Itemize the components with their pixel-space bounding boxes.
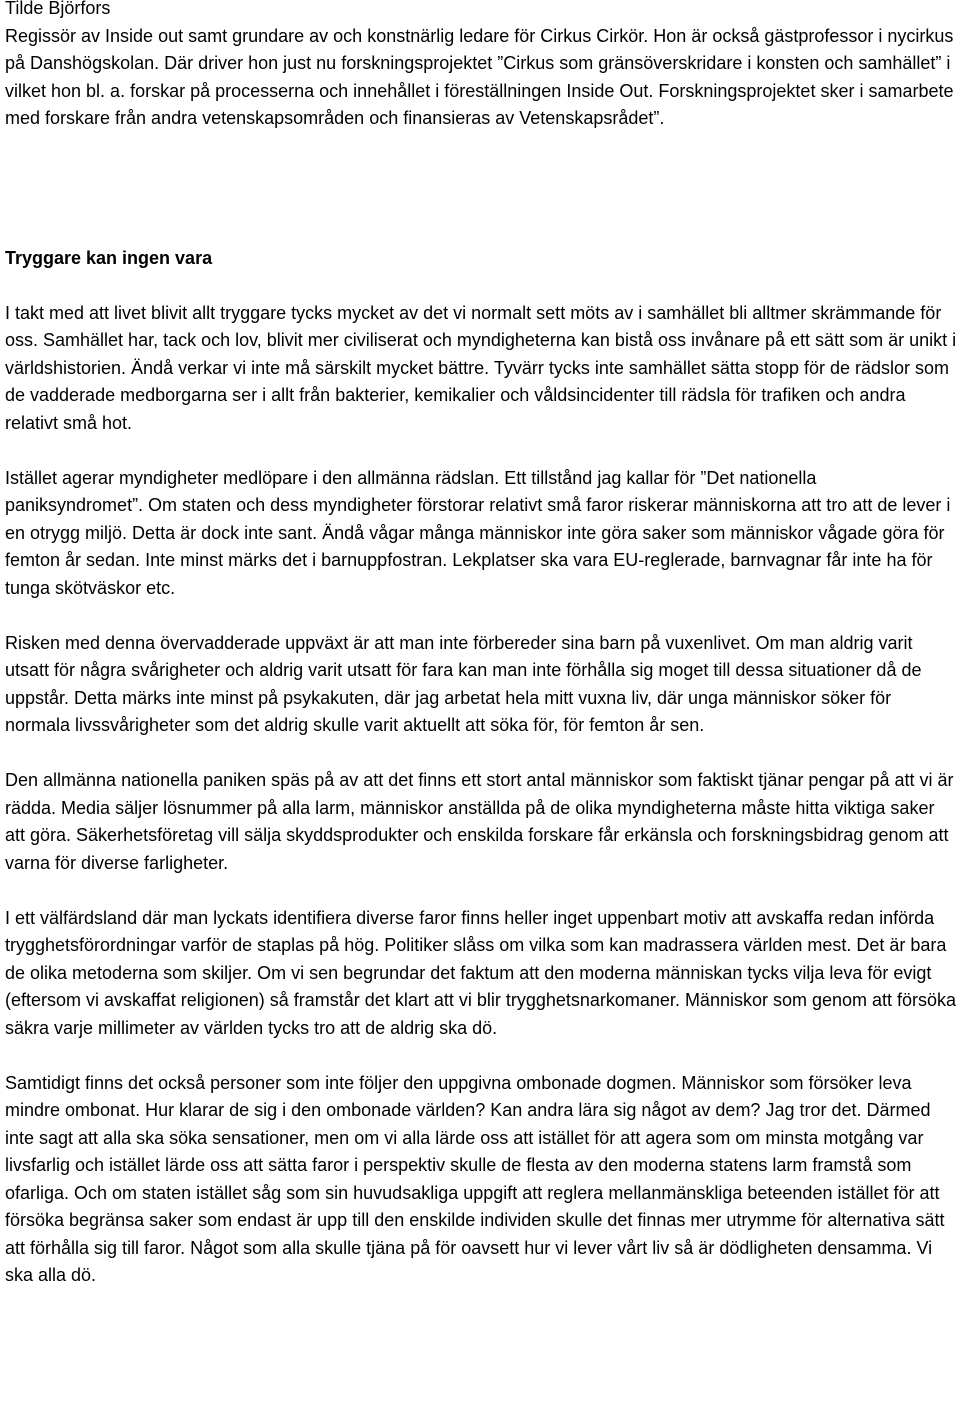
paragraph-3: Risken med denna övervadderade uppväxt är att man inte förbereder sina barn på vuxenlivet. Om man aldrig varit utsatt för några svårigheter och aldrig varit utsatt för fara kan man inte förhålla sig moget till dessa situationer då de uppstår. Detta märks inte minst på psykakuten, där jag arbetat hela mitt vuxna liv, där unga människor söker för normala livssvårigheter som det aldrig skulle varit aktuellt att söka för, för femton år sen.	[5, 632, 922, 735]
document-page	[5, 0, 957, 1290]
author-name: Tilde Björfors	[5, 0, 111, 18]
paragraph-1: I takt med att livet blivit allt tryggare tycks mycket av det vi normalt sett möts av i samhället bli alltmer skrämmande för oss. Samhället har, tack och lov, blivit mer civiliserat och myndigheterna kan bistå oss invånare på ett sätt som är unikt i världshistorien. Ändå verkar vi inte må särskilt mycket bättre. Tyvärr tycks inte samhället sätta stopp för de rädslor som de vadderade medborgarna ser i allt från bakterier, kemikalier och våldsincidenter till rädsla för trafiken och andra relativt små hot.	[5, 302, 957, 433]
paragraph-6: Samtidigt finns det också personer som inte följer den uppgivna ombonade dogmen. Människor som försöker leva mindre ombonat. Hur klarar de sig i den ombonade världen? Kan andra lära sig något av dem? Jag tror det. Därmed inte sagt att alla ska söka sensationer, men om vi alla lärde oss att istället för att agera som om minsta motgång var livsfarlig och istället lärde oss att sätta faror i perspektiv skulle de flesta av den moderna statens larm framstå som ofarliga. Och om staten istället såg som sin huvudsakliga uppgift att reglera mellanmänskliga beteenden istället för att försöka begränsa saker som endast är upp till den enskilde individen skulle det finnas mer utrymme för alternativa sätt att förhålla sig till faror. Något som alla skulle tjäna på för oavsett hur vi lever vårt liv så är dödligheten densamma. Vi ska alla dö.	[5, 1072, 945, 1285]
article-body	[5, 300, 957, 1290]
paragraph-5: I ett välfärdsland där man lyckats identifiera diverse faror finns heller inget uppenbart motiv att avskaffa redan införda trygghetsförordningar varför de staplas på hög. Politiker slåss om vilka som kan madrassera världen mest. Det är bara de olika metoderna som skiljer. Om vi sen begrundar det faktum att den moderna människan tycks vilja leva för evigt (eftersom vi avskaffat religionen) så framstår det klart att vi blir trygghetsnarkomaner. Människor som genom att försöka säkra varje millimeter av världen tycks tro att de aldrig ska dö.	[5, 907, 957, 1038]
author-bio: Regissör av Inside out samt grundare av och konstnärlig ledare för Cirkus Cirkör. Hon är också gästprofessor i nycirkus på Danshögskolan. Där driver hon just nu forskningsprojektet ”Cirkus som gränsöverskridare i konsten och samhället” i vilket hon bl. a. forskar på processerna och innehållet i föreställningen Inside Out. Forskningsprojektet sker i samarbete med forskare från andra vetenskapsområden och finansieras av Vetenskapsrådet”.	[5, 25, 954, 128]
section-heading: Tryggare kan ingen vara	[5, 247, 213, 268]
paragraph-4: Den allmänna nationella paniken späs på av att det finns ett stort antal människor som faktiskt tjänar pengar på att vi är rädda. Media säljer lösnummer på alla larm, människor anställda på de olika myndigheterna måste hitta viktiga saker att göra. Säkerhetsföretag vill sälja skyddsprodukter och enskilda forskare får erkänsla och forskningsbidrag genom att varna för diverse farligheter.	[5, 770, 954, 873]
paragraph-2: Istället agerar myndigheter medlöpare i den allmänna rädslan. Ett tillstånd jag kallar för ”Det nationella paniksyndromet”. Om staten och dess myndigheter förstorar relativt små faror riskerar människorna att tro att de lever i en otrygg miljö. Detta är dock inte sant. Ändå vågar många människor inte göra saker som människor vågade göra för femton år sedan. Inte minst märks det i barnuppfostran. Lekplatser ska vara EU-reglerade, barnvagnar får inte ha för tunga skötväskor etc.	[5, 467, 951, 598]
